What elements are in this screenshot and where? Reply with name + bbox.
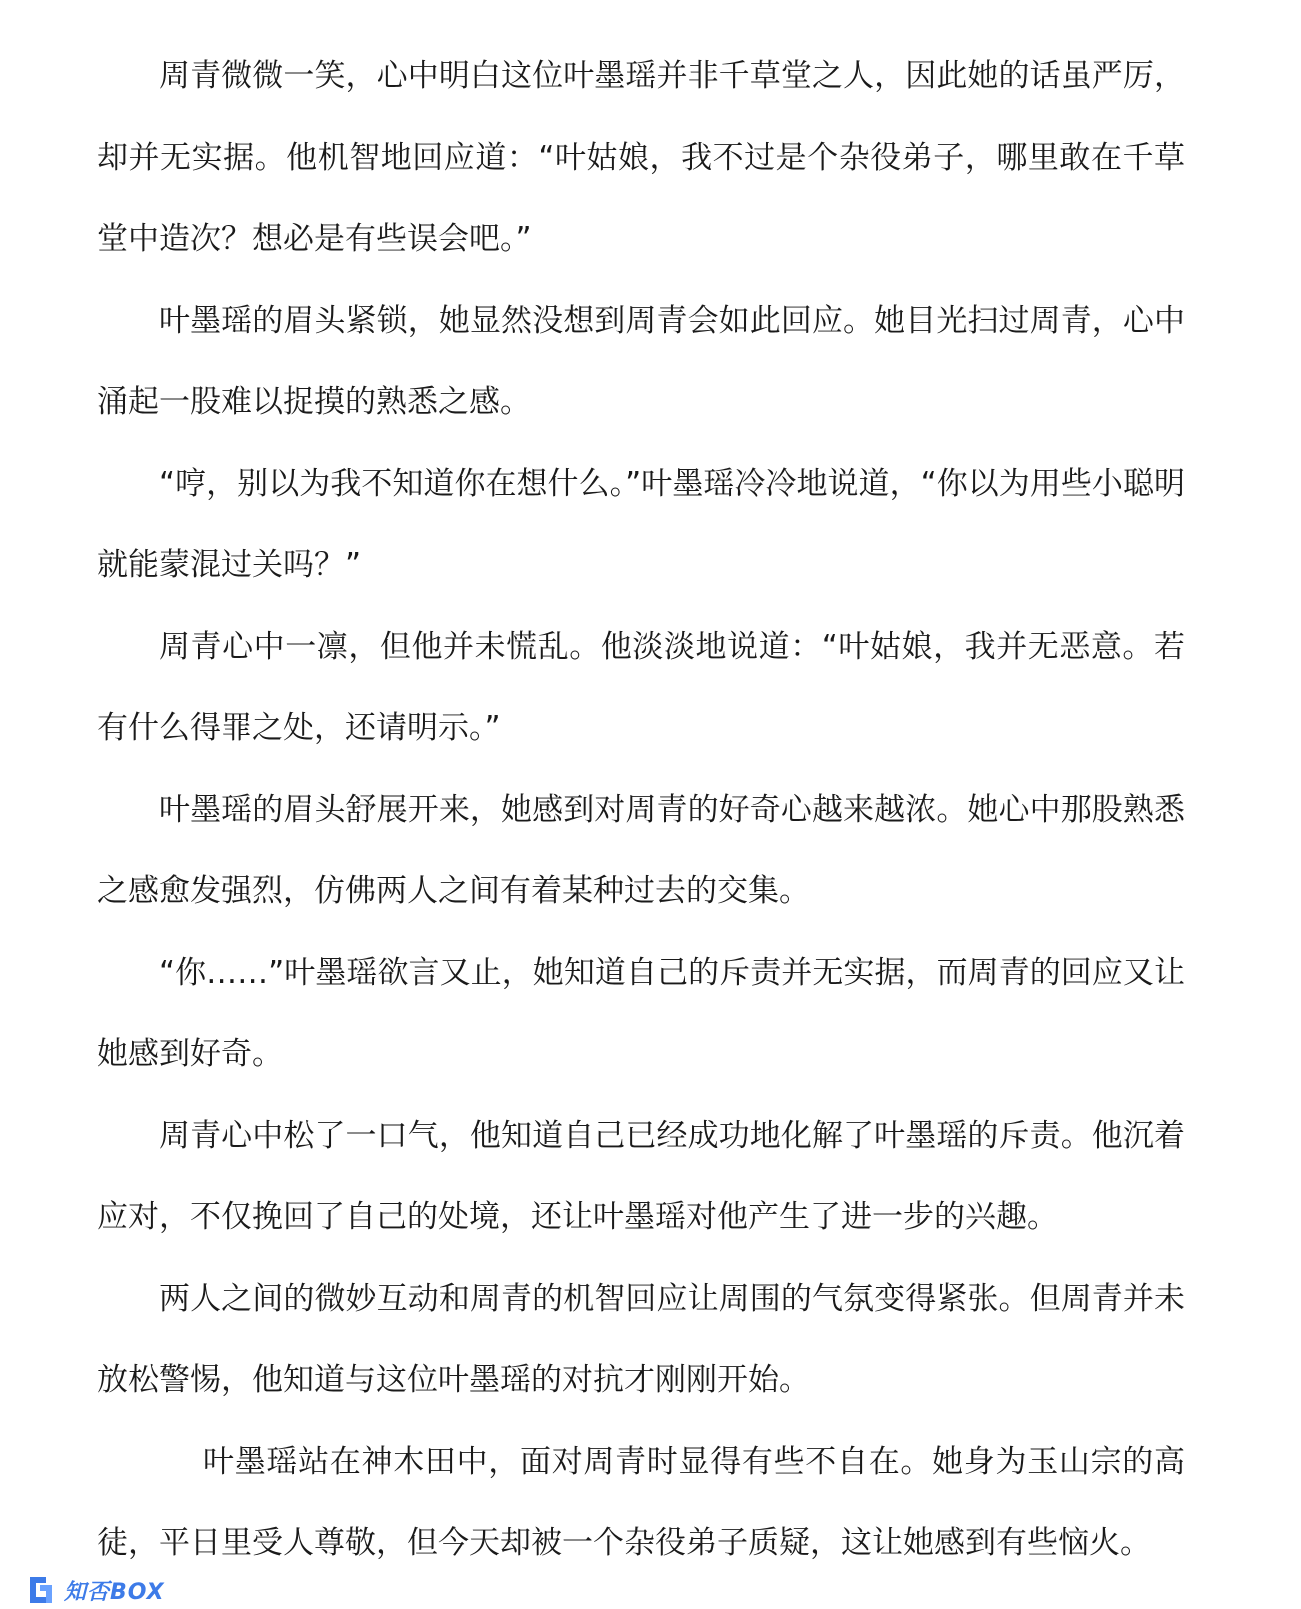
paragraph-4: 周青心中一凛，但他并未慌乱。他淡淡地说道：“叶姑娘，我并无恶意。若有什么得罪之处，还请明示。” — [97, 628, 1185, 746]
paragraph-3: “哼，别以为我不知道你在想什么。”叶墨瑶冷冷地说道，“你以为用些小聪明就能蒙混过关吗？” — [97, 465, 1185, 583]
zhifou-box-logo-icon — [24, 1573, 58, 1607]
watermark-text: 知否BOX — [64, 1579, 165, 1605]
document-body — [97, 36, 1185, 1585]
paragraph-9: 叶墨瑶站在神木田中，面对周青时显得有些不自在。她身为玉山宗的高徒，平日里受人尊敬，但今天却被一个杂役弟子质疑，这让她感到有些恼火。 — [97, 1443, 1185, 1561]
paragraph-8: 两人之间的微妙互动和周青的机智回应让周围的气氛变得紧张。但周青并未放松警惕，他知道与这位叶墨瑶的对抗才刚刚开始。 — [97, 1280, 1185, 1398]
paragraph-7: 周青心中松了一口气，他知道自己已经成功地化解了叶墨瑶的斥责。他沉着应对，不仅挽回了自己的处境，还让叶墨瑶对他产生了进一步的兴趣。 — [97, 1117, 1185, 1235]
paragraph-2: 叶墨瑶的眉头紧锁，她显然没想到周青会如此回应。她目光扫过周青，心中涌起一股难以捉摸的熟悉之感。 — [97, 302, 1185, 420]
paragraph-1: 周青微微一笑，心中明白这位叶墨瑶并非千草堂之人，因此她的话虽严厉，却并无实据。他机智地回应道：“叶姑娘，我不过是个杂役弟子，哪里敢在千草堂中造次？想必是有些误会吧。” — [97, 58, 1185, 257]
paragraph-6: “你……”叶墨瑶欲言又止，她知道自己的斥责并无实据，而周青的回应又让她感到好奇。 — [97, 954, 1185, 1072]
paragraph-5: 叶墨瑶的眉头舒展开来，她感到对周青的好奇心越来越浓。她心中那股熟悉之感愈发强烈，仿佛两人之间有着某种过去的交集。 — [97, 791, 1185, 909]
watermark — [22, 1571, 171, 1609]
